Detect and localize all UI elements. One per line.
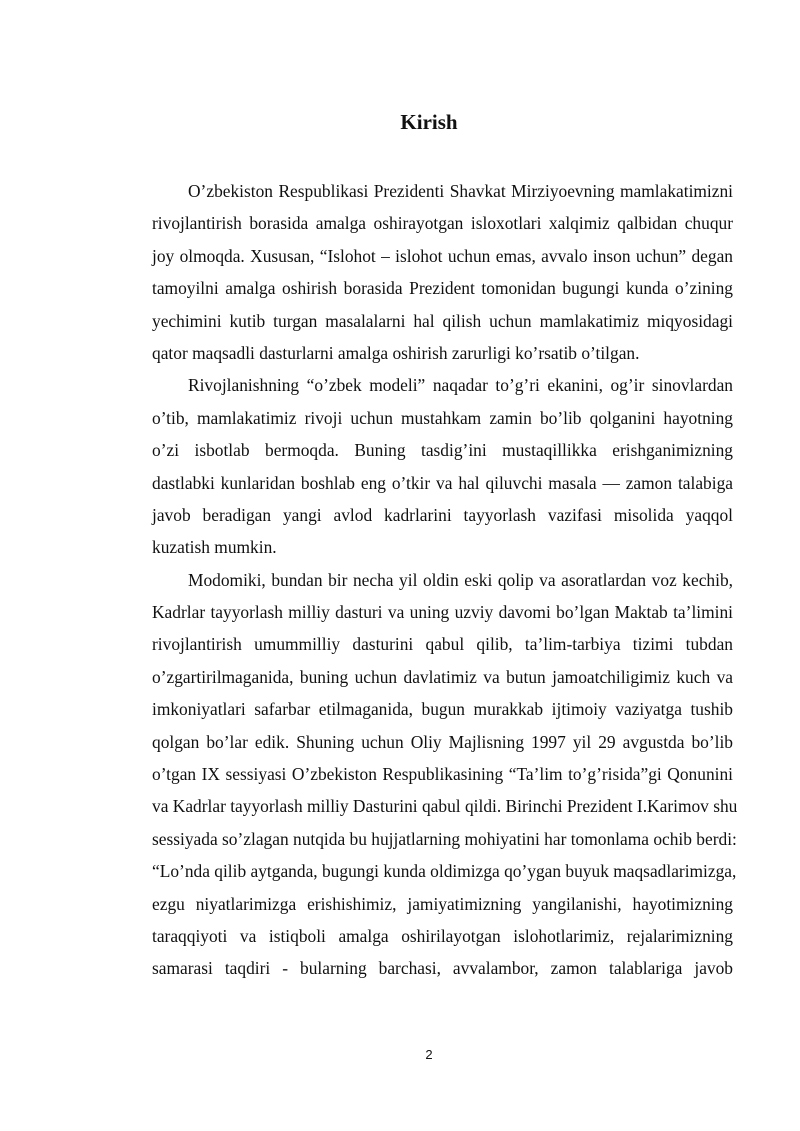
text-line: kuzatish mumkin. <box>152 537 277 558</box>
text-line: O’zbekiston Respublikasi Prezidenti Shavkat Mirziyoevning mamlakatimizni <box>188 181 733 201</box>
text-line: ezgu niyatlarimizga erishishimiz, jamiyatimizning yangilanishi, hayotimizning <box>152 893 733 914</box>
text-line: joy olmoqda. Xususan, “Islohot – islohot uchun emas, avvalo inson uchun” degan <box>152 245 733 266</box>
text-line: imkoniyatlari safarbar etilmaganida, bugun murakkab ijtimoiy vaziyatga tushib <box>152 699 733 720</box>
page-title: Kirish <box>400 110 458 134</box>
text-line: yechimini kutib turgan masalalarni hal qilish uchun mamlakatimiz miqyosidagi <box>152 310 733 331</box>
text-line: o’zgartirilmaganida, buning uchun davlatimiz va butun jamoatchiligimiz kuch va <box>152 666 733 687</box>
text-line: o’tib, mamlakatimiz rivoji uchun mustahkam zamin bo’lib qolganini hayotning <box>152 407 733 428</box>
text-line: taraqqiyoti va istiqboli amalga oshirilayotgan islohotlarimiz, rejalarimizning <box>152 925 733 946</box>
text-line: o’tgan IX sessiyasi O’zbekiston Respublikasining “Ta’lim to’g’risida”gi Qonunini <box>152 764 733 785</box>
paragraph <box>116 564 738 985</box>
text-line: Modomiki, bundan bir necha yil oldin eski qolip va asoratlardan voz kechib, <box>188 569 733 590</box>
document-body <box>116 175 738 985</box>
text-line: tamoyilni amalga oshirish borasida Prezident tomonidan bugungi kunda o’zining <box>152 278 733 299</box>
text-line: samarasi taqdiri - bularning barchasi, avvalambor, zamon talablariga javob <box>152 958 733 979</box>
text-line: qator maqsadli dasturlarni amalga oshirish zarurligi ko’rsatib o’tilgan. <box>152 342 640 363</box>
text-line: o’zi isbotlab bermoqda. Buning tasdig’ini mustaqillikka erishganimizning <box>152 440 733 461</box>
text-line: dastlabki kunlaridan boshlab eng o’tkir va hal qiluvchi masala — zamon talabiga <box>152 472 733 493</box>
text-line: Kadrlar tayyorlash milliy dasturi va uning uzviy davomi bo’lgan Maktab ta’limini <box>152 602 733 623</box>
page-number: 2 <box>425 1047 433 1062</box>
text-line: rivojlantirish umummilliy dasturini qabul qilib, ta’lim-tarbiya tizimi tubdan <box>152 634 733 655</box>
text-line: “Lo’nda qilib aytganda, bugungi kunda oldimizga qo’ygan buyuk maqsadlarimizga, <box>152 861 737 882</box>
paragraph <box>116 175 733 369</box>
text-line: va Kadrlar tayyorlash milliy Dasturini qabul qildi. Birinchi Prezident I.Karimov shu <box>152 796 738 817</box>
paragraph <box>116 369 733 563</box>
text-line: sessiyada so’zlagan nutqida bu hujjatlarning mohiyatini har tomonlama ochib berdi: <box>152 828 737 849</box>
text-line: rivojlantirish borasida amalga oshirayotgan isloxotlari xalqimiz qalbidan chuqur <box>152 213 733 234</box>
text-line: Rivojlanishning “o’zbek modeli” naqadar to’g’ri ekanini, og’ir sinovlardan <box>188 375 733 396</box>
text-line: qolgan bo’lar edik. Shuning uchun Oliy Majlisning 1997 yil 29 avgustda bo’lib <box>152 731 733 752</box>
text-line: javob beradigan yangi avlod kadrlarini tayyorlash vazifasi misolida yaqqol <box>152 504 733 525</box>
